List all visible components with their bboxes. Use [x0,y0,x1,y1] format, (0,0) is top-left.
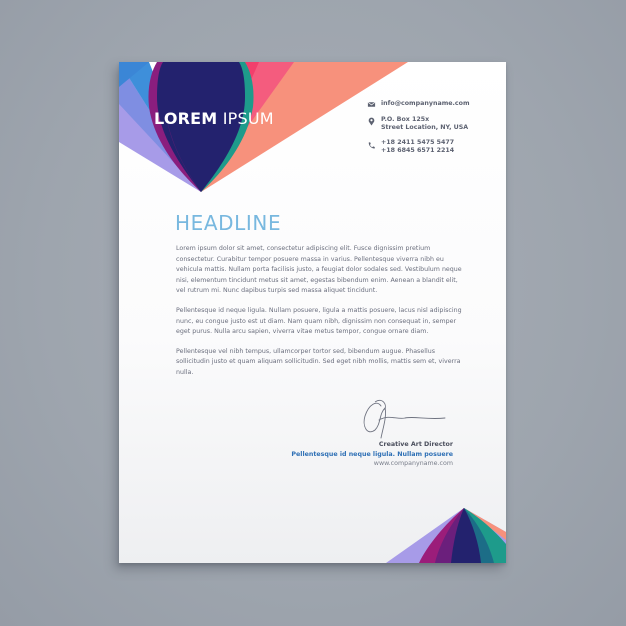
signer-tagline: Pellentesque id neque ligula. Nullam posuere [291,450,453,458]
contact-address [367,116,470,132]
address-line-1: P.O. Box 125x [381,116,430,123]
address-line-2: Street Location, NY, USA [381,124,469,131]
contact-phone [367,139,470,155]
email-text: info@companyname.com [381,100,470,107]
letterhead-paper [119,62,506,563]
phone-icon [367,141,376,150]
phone-line-2: +18 6845 6571 2214 [381,147,455,154]
contact-info [367,100,470,160]
headline: HEADLINE [175,211,282,235]
brand-logo-text [154,109,274,128]
brand-word-1: LOREM [154,109,218,128]
paragraph-3: Pellentesque vel nibh tempus, ullamcorper tortor sed, bibendum augue. Phasellus sollicitudin justo et quam aliquam sollicitudin. Sed eget nibh mollis, mattis sem et, viverra nulla. [176,347,461,376]
envelope-icon [367,100,376,109]
signer-title: Creative Art Director [378,441,453,448]
paragraph-1: Lorem ipsum dolor sit amet, consectetur adipiscing elit. Fusce dignissim pretium consectetur. Curabitur tempor posuere massa in varius. Pellentesque viverra nibh eu vehicula mattis. Nullam porta facilisis justo, a feugiat dolor sodales sed. Vestibulum neque nisi, elementum tincidunt metus sit amet, egestas bibendum enim. Aenean a blandit elit, vel rutrum mi. Nunc dapibus turpis sed massa aliquet tincidunt. [176,245,462,295]
signature-scribble [359,396,449,442]
body-text [176,244,464,388]
signature-block [291,440,453,469]
brand-word-2: IPSUM [217,109,274,128]
contact-email [367,100,470,108]
paragraph-2: Pellentesque id neque ligula. Nullam posuere, ligula a mattis posuere, lacus nisl adipiscing nunc, eu congue justo est ut diam. Nam quam nibh, dignissim non consequat in, semper eget purus. Nulla arcu sapien, viverra vitae metus tempor, congue ornare diam. [176,306,462,336]
location-pin-icon [367,117,376,126]
website-text: www.companyname.com [373,460,453,467]
phone-line-1: +18 2411 5475 5477 [381,139,455,146]
